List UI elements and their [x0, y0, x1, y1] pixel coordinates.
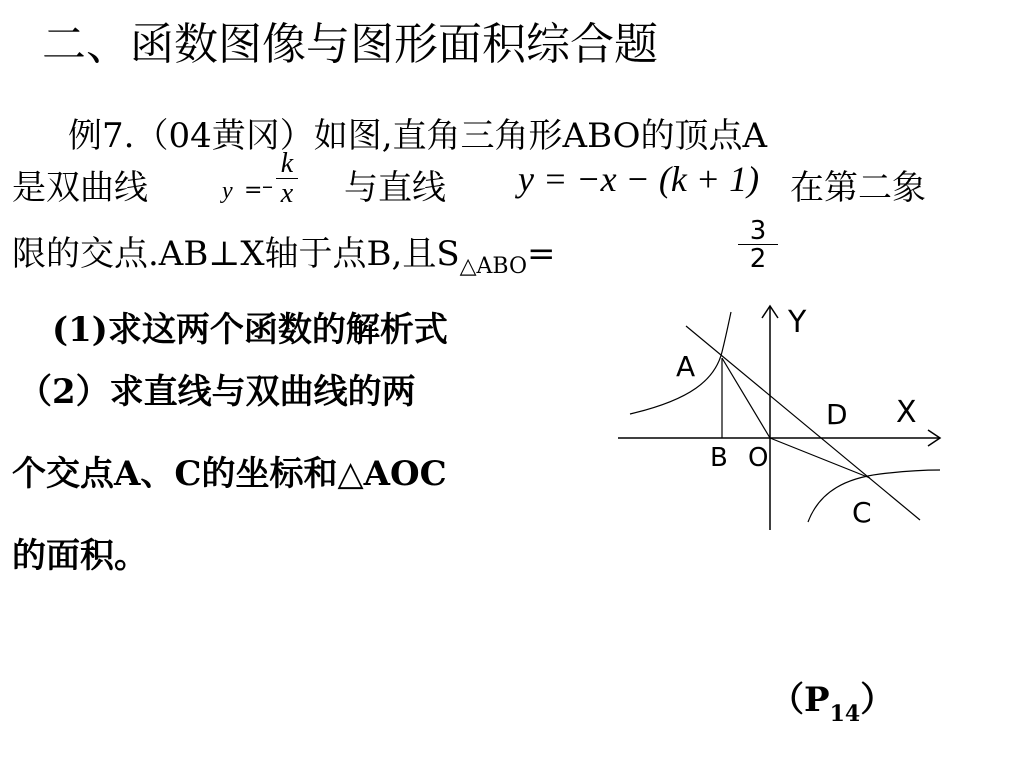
label-O: O [748, 443, 769, 473]
page-reference-close: ） [860, 680, 895, 720]
line-through-A-C [686, 326, 920, 520]
hyperbola-denominator: x [280, 178, 294, 209]
hyperbola-numerator: k [280, 148, 294, 179]
page-reference-subscript: 14 [829, 701, 861, 727]
hyperbola-branch-lower-right [808, 470, 940, 522]
hyperbola-minus: – [262, 174, 273, 199]
page-title: 二、函数图像与图形面积综合题 [42, 19, 658, 70]
hyperbola-equals: = [244, 178, 263, 203]
line-equation: y = −x − (k + 1) [518, 159, 760, 199]
segment-OC [770, 438, 870, 478]
label-X: X [896, 395, 917, 430]
label-A: A [676, 350, 696, 383]
problem-line-1: 例7.（04黄冈）如图,直角三角形ABO的顶点A [68, 116, 768, 156]
problem-line-3-text: 限的交点.AB⊥X轴于点B,且S [12, 234, 460, 274]
question-2-continuation-2: 的面积。 [12, 536, 148, 576]
hyperbola-lhs: y [222, 178, 233, 204]
label-D: D [826, 398, 848, 431]
page-reference-open: （P [770, 680, 830, 720]
area-subscript: △ABO [459, 254, 528, 279]
problem-line-2-end: 在第二象 [790, 168, 926, 208]
area-equals: = [527, 234, 556, 274]
label-B: B [710, 443, 728, 473]
label-Y: Y [788, 305, 807, 340]
area-denominator: 2 [749, 244, 767, 274]
area-numerator: 3 [749, 216, 767, 246]
question-2-continuation-1: 个交点A、C的坐标和△AOC [12, 454, 447, 494]
problem-line-2-start: 是双曲线 [12, 168, 148, 208]
label-C: C [852, 496, 872, 529]
problem-line-2-middle: 与直线 [344, 168, 446, 208]
segment-AO [722, 358, 770, 438]
question-1: (1)求这两个函数的解析式 [52, 310, 448, 350]
question-2: （2）求直线与双曲线的两 [18, 372, 416, 412]
